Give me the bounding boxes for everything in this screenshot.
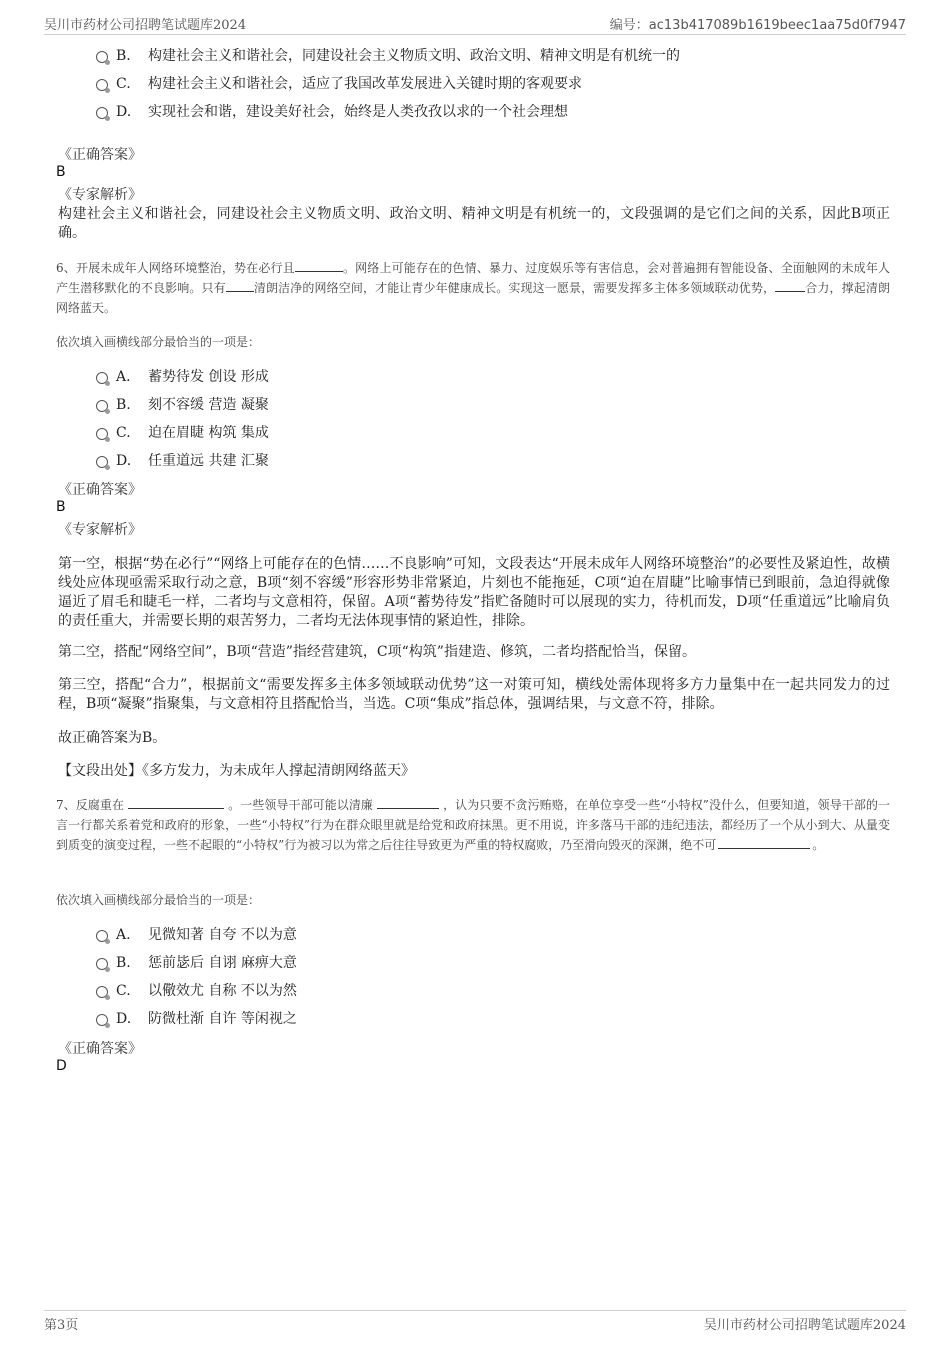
q6-text-4: 合力，撑起清朗网络蓝天。 [56,281,890,315]
q6-analysis-paragraph-2: 第二空，搭配“网络空间”，B项“营造”指经营建筑，C项“构筑”指建造、修筑，二者均搭配恰当，保留。 [58,644,696,660]
option-label: C. [116,425,131,441]
radio-icon[interactable] [96,986,108,998]
q7-blank-1 [128,795,224,809]
option-label: B. [116,955,131,971]
q7-answer: D [56,1058,67,1074]
footer-page-number: 第3页 [44,1318,79,1333]
q6-text-1: 6、开展未成年人网络环境整治，势在必行且 [56,261,295,275]
q7-prompt: 依次填入画横线部分最恰当的一项是： [56,893,261,907]
option-label: A. [116,369,131,385]
q7-text-4: 。 [812,838,825,852]
q6-source: 【文段出处】《多方发力，为未成年人撑起清朗网络蓝天》 [58,763,415,779]
q6-blank-3 [775,278,805,292]
q6-analysis-title: 《专家解析》 [58,522,142,538]
option-label: D. [116,1011,132,1027]
option-text: 刻不容缓 营造 凝聚 [148,397,269,413]
footer-title: 吴川市药材公司招聘笔试题库2024 [703,1318,906,1333]
q6-analysis-paragraph-3: 第三空，搭配“合力”，根据前文“需要发挥多主体多领域联动优势”这一对策可知，横线处需体现将多方力量集中在一起共同发力的过程，B项“凝聚”指聚集，与文意相符且搭配恰当，当选。C项“集成”指总体，强调结果，与文意不符，排除。 [58,677,890,712]
option-label: C. [116,76,131,92]
header-code-value: ac13b417089b1619beec1aa75d0f7947 [648,18,906,33]
option-label: D. [116,453,132,469]
option-text: 见微知著 自夸 不以为意 [148,927,297,943]
option-text: 防微杜渐 自许 等闲视之 [148,1011,297,1027]
q7-question [56,795,890,855]
option-text: 任重道远 共建 汇聚 [148,453,269,469]
radio-icon[interactable] [96,51,108,63]
option-label: B. [116,397,131,413]
option-label: A. [116,927,131,943]
q6-answer: B [56,499,66,515]
radio-icon[interactable] [96,930,108,942]
q6-analysis-conclusion: 故正确答案为B。 [58,730,167,746]
q6-blank-2 [226,278,254,292]
option-label: C. [116,983,131,999]
header-code-label: 编号： [609,18,649,33]
radio-icon[interactable] [96,107,108,119]
option-label: D. [116,104,132,120]
option-text: 蓄势待发 创设 形成 [148,369,269,385]
q5-answer-title: 《正确答案》 [58,147,142,163]
q6-answer-title: 《正确答案》 [58,482,142,498]
radio-icon[interactable] [96,428,108,440]
option-text: 迫在眉睫 构筑 集成 [148,425,269,441]
q7-blank-2 [377,795,439,809]
option-text: 惩前毖后 自诩 麻痹大意 [148,955,297,971]
footer-divider [44,1310,906,1311]
q7-text-1: 7、反腐重在 [56,798,125,812]
option-text: 构建社会主义和谐社会，适应了我国改革发展进入关键时期的客观要求 [148,76,582,92]
q6-question [56,258,890,318]
q6-blank-1 [295,258,343,272]
q5-analysis: 构建社会主义和谐社会，同建设社会主义物质文明、政治文明、精神文明是有机统一的，文段强调的是它们之间的关系，因此B项正确。 [58,206,890,241]
header-title: 吴川市药材公司招聘笔试题库2024 [44,18,247,33]
q6-text-3: 清朗洁净的网络空间，才能让青少年健康成长。实现这一愿景，需要发挥多主体多领域联动优势， [253,281,776,295]
radio-icon[interactable] [96,372,108,384]
header-code [610,14,906,33]
q7-text-2: 。一些领导干部可能以清廉 [228,798,374,812]
radio-icon[interactable] [96,958,108,970]
q6-analysis-paragraph-1: 第一空，根据“势在必行”“网络上可能存在的色情……不良影响”可知，文段表达“开展未成年人网络环境整治”的必要性及紧迫性，故横线处应体现亟需采取行动之意，B项“刻不容缓”形容形势非常紧迫，片刻也不能拖延，C项“迫在眉睫”比喻事情已到眼前，急迫得就像逼近了眉毛和睫毛一样，二者均与文意相符，保留。A项“蓄势待发”指贮备随时可以展现的实力，待机而发，D项“任重道远”比喻肩负的责任重大，并需要长期的艰苦努力，二者均无法体现事情的紧迫性，排除。 [58,556,890,629]
q6-text-2: 。网络上可能存在的色情、暴力、过度娱乐等有害信息，会对普遍拥有智能设备、全面触网的未成年人产生潜移默化的不良影响。只有 [56,261,890,295]
radio-icon[interactable] [96,79,108,91]
radio-icon[interactable] [96,1014,108,1026]
option-text: 实现社会和谐，建设美好社会，始终是人类孜孜以求的一个社会理想 [148,104,568,120]
q5-answer: B [56,164,66,180]
q7-blank-3 [718,835,810,849]
option-text: 以儆效尤 自称 不以为然 [148,983,297,999]
q7-text-3: ，认为只要不贪污贿赂，在单位享受一些“小特权”没什么，但要知道，领导干部的一言一行都关系着党和政府的形象，一些“小特权”行为在群众眼里就是给党和政府抹黑。更不用说，许多落马干部的违纪违法，都经历了一个从小到大、从量变到质变的演变过程，一些不起眼的“小特权”行为被习以为常之后往往导致更为严重的特权腐败，乃至滑向毁灭的深渊，绝不可 [56,798,890,852]
q5-analysis-title: 《专家解析》 [58,187,142,203]
option-label: B. [116,48,131,64]
radio-icon[interactable] [96,456,108,468]
q6-prompt: 依次填入画横线部分最恰当的一项是： [56,335,261,349]
header-divider [44,34,906,35]
option-text: 构建社会主义和谐社会，同建设社会主义物质文明、政治文明、精神文明是有机统一的 [148,48,680,64]
radio-icon[interactable] [96,400,108,412]
q7-answer-title: 《正确答案》 [58,1041,142,1057]
